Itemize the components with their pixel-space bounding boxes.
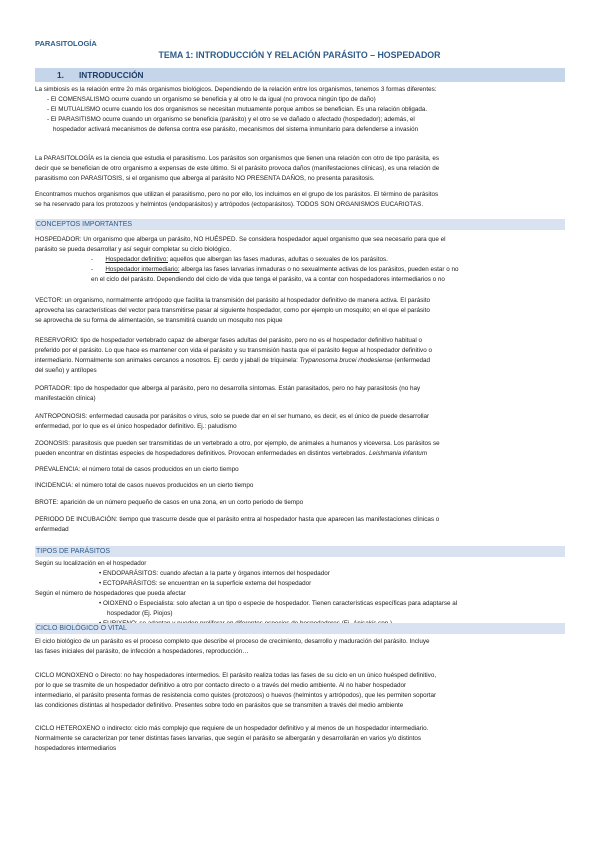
section-number: 1.	[57, 70, 64, 80]
list-item: • ENDOPARÁSITOS: cuando afectan a la parte y órganos internos del hospedador	[99, 570, 330, 577]
text-line: del sueño) y antílopes	[35, 367, 97, 374]
definition-text: aquellos que albergan las fases maduras, adultas o sexuales de los parásitos.	[168, 256, 388, 263]
heteroxeno-paragraph	[35, 724, 565, 754]
reservorio-paragraph	[35, 336, 565, 376]
prevalencia-paragraph: PREVALENCIA: el número total de casos producidos en un cierto tiempo	[35, 466, 239, 473]
text-line	[35, 356, 565, 366]
text-line: HOSPEDADOR: Un organismo que alberga un parásito, NO HUÉSPED. Se considera hospedador aquel organismo que sea necesario para que el	[35, 236, 446, 243]
conceptos-block	[35, 235, 565, 285]
definition-text: alberga las fases larvarias inmaduras o no sexualmente activas de los parásitos, pueden estar o no	[179, 266, 459, 273]
text-line	[35, 449, 565, 459]
text-line: las condiciones distintas al hospedador definitivo. Presentes sobre todo en parásitos que se transmiten a través del medio ambiente	[35, 702, 404, 709]
text-line: Según el número de hospedadores que pueda afectar	[35, 590, 186, 597]
text-span: (enfermedad	[392, 357, 431, 364]
list-item: - Hospedador definitivo: aquellos que albergan las fases maduras, adultas o sexuales de los parásitos.	[91, 256, 388, 263]
section-heading-ciclo: CICLO BIOLÓGICO O VITAL	[35, 623, 565, 634]
species-name: Leishmania infantum	[368, 450, 428, 457]
text-line: se ha reservado para los protozoos y helmintos (endoparásitos) y artrópodos (ectoparásitos). TODOS SON ORGANISMOS EUCARIOTAS.	[35, 201, 424, 208]
text-line: RESERVORIO: tipo de hospedador vertebrado capaz de albergar fases adultas del parásito, pero no es el hospedador definitivo habitual o	[35, 337, 423, 344]
text-line: parasitismo con PARASITOSIS, si el organismo que alberga al parásito NO PRESENTA DAÑOS, no presenta parasitosis.	[35, 175, 375, 182]
text-line: ZOONOSIS: parasitosis que pueden ser transmitidas de un vertebrado a otro, por ejemplo, de animales a humanos y viceversa. Los parásitos se	[35, 440, 440, 447]
tipos-block	[35, 559, 565, 629]
paragraph: La simbiosis es la relación entre 2o más organismos biológicos. Dependiendo de la relación entre los organismos, tenemos 3 formas diferentes:	[35, 86, 437, 93]
text-line: CICLO HETEROXENO o indirecto: ciclo más complejo que requiere de un hospedador definitivo y al menos de un hospedador intermediario.	[35, 725, 429, 732]
intro-block	[35, 85, 565, 135]
definition-label: Hospedador definitivo:	[105, 256, 169, 263]
text-line: intermediario, el parásito presenta formas de resistencia como quistes (protozoos) o huevos (helmintos y artrópodos), que les permiten soportar	[35, 692, 437, 699]
text-line: enfermedad, por lo que es el único hospedador definitivo. Ej.: paludismo	[35, 423, 237, 430]
text-line: en el ciclo del parásito. Dependiendo del ciclo de vida que tenga el parásito, va a contar con hospedadores intermediarios o no	[91, 276, 445, 283]
text-line: Normalmente se caracterizan por tener distintas fases larvarias, que según el parásito se albergarán y desarrollarán en varios y/o distintos	[35, 735, 422, 742]
ciclo-intro-paragraph	[35, 637, 565, 657]
text-line: El ciclo biológico de un parásito es el proceso completo que describe el proceso de crecimiento, desarrollo y maduración del parásito. Incluye	[35, 638, 430, 645]
text-line: ANTROPONOSIS: enfermedad causada por parásitos o virus, solo se puede dar en el ser humano, es decir, es el único de puede desarrollar	[35, 413, 430, 420]
list-item-cont: hospedador (Ej. Piojos)	[107, 610, 173, 617]
subject-header: PARASITOLOGÍA	[35, 39, 97, 48]
page-title: TEMA 1: INTRODUCCIÓN Y RELACIÓN PARÁSITO – HOSPEDADOR	[158, 50, 441, 60]
species-name: Trypanosoma brucei rhodesiense	[299, 357, 393, 364]
zoonosis-paragraph	[35, 439, 565, 459]
section-label: INTRODUCCIÓN	[79, 70, 144, 80]
text-span: pueden encontrar en distintas especies de hospedadores definitivos. Provocan enfermedades en distintos vertebrados.	[35, 450, 369, 457]
organismos-paragraph	[35, 190, 565, 210]
text-line: PORTADOR: tipo de hospedador que alberga al parásito, pero no desarrolla síntomas. Están parasitados, pero no hay parasitosis (no hay	[35, 385, 421, 392]
text-line: preferido por el parásito. Lo que hace es mantener con vida el parásito y su transmisión hasta que el parásito llegue al hospedador definitivo o	[35, 347, 432, 354]
brote-paragraph: BROTE: aparición de un número pequeño de casos en una zona, en un corto periodo de tiempo	[35, 499, 304, 506]
text-line: La PARASITOLOGÍA es la ciencia que estudia el parasitismo. Los parásitos son organismos que tienen una relación con otro de tipo parásita, es	[35, 155, 440, 162]
list-item: - El COMENSALISMO ocurre cuando un organismo se beneficia y al otro le da igual (no provoca ningún tipo de daño)	[47, 96, 376, 103]
text-line: PERIODO DE INCUBACIÓN: tiempo que trascurre desde que el parásito entra al hospedador hasta que aparecen las manifestaciones clínicas o	[35, 516, 440, 523]
text-line: aprovecha las características del vector para transmitirse pasar al siguiente hospedador, como por ejemplo un mosquito; en el que el parásito	[35, 307, 430, 314]
text-line: Encontramos muchos organismos que utilizan el parasitismo, pero no por ello, los incluimos en el grupo de los parásitos. El término de parásitos	[35, 191, 439, 198]
text-line: Según su localización en el hospedador	[35, 560, 147, 567]
text-line: se aprovecha de su forma de alimentación, se transmitirá cuando un mosquito nos pique	[35, 317, 283, 324]
text-line: manifestación clínica)	[35, 395, 96, 402]
text-line: por lo que se trasmite de un hospedador definitivo a otro por contacto directo o a través del medio ambiente. Al no haber hospedador	[35, 682, 407, 689]
incidencia-paragraph: INCIDENCIA: el número total de casos nuevos producidos en un cierto tiempo	[35, 482, 254, 489]
text-line: las fases iniciales del parásito, de infección a hospedadores, reproducción…	[35, 648, 249, 655]
text-line: VECTOR: un organismo, normalmente artrópodo que facilita la transmisión del parásito al hospedador definitivo de manera activa. El parásito	[35, 297, 431, 304]
list-item: - El PARASITISMO ocurre cuando un organismo se beneficia (parásito) y el otro se ve dañado o afectado (hospedador); además, el	[47, 116, 415, 123]
incubacion-paragraph	[35, 515, 565, 535]
section-heading-introduccion	[35, 68, 565, 82]
text-line: CICLO MONOXENO o Directo: no hay hospedadores intermedios. El parásito realiza todas las fases de su ciclo en un único huésped definitivo,	[35, 672, 437, 679]
portador-paragraph	[35, 384, 565, 404]
monoxeno-paragraph	[35, 671, 565, 711]
list-item: • ECTOPARÁSITOS: se encuentran en la superficie externa del hospedador	[99, 580, 312, 587]
text-span: intermediario. Normalmente son animales cercanos a nosotros. Ej: cerdo y jabalí de triquinela:	[35, 357, 300, 364]
text-line: enfermedad	[35, 526, 69, 533]
section-heading-conceptos: CONCEPTOS IMPORTANTES	[35, 219, 565, 230]
list-item: • OIOXENO o Especialista: solo afectan a un tipo o especie de hospedador. Tienen características específicas para adaptarse al	[99, 600, 458, 607]
text-line: parásito se pueda desarrollar y así seguir completar su ciclo biológico.	[35, 246, 232, 253]
antroponosis-paragraph	[35, 412, 565, 432]
definition-label: Hospedador intermediario:	[105, 266, 180, 273]
list-item: - El MUTUALISMO ocurre cuando los dos organismos se necesitan mutuamente porque ambos se benefician. Es una relación obligada.	[47, 106, 428, 113]
parasitologia-paragraph	[35, 154, 565, 184]
section-heading-tipos: TIPOS DE PARÁSITOS	[35, 546, 565, 557]
text-line: hospedadores intermediarios	[35, 745, 117, 752]
vector-paragraph	[35, 296, 565, 326]
list-item: - Hospedador intermediario: alberga las fases larvarias inmaduras o no sexualmente activas de los parásitos, pueden estar o no	[91, 266, 459, 273]
text-line: decir que se benefician de otro organismo a expensas de este último. Si el parásito provoca daños (manifestaciones clínicas), es una relación de	[35, 165, 440, 172]
list-item-cont: hospedador activará mecanismos de defensa contra ese parásito, mecanismos del sistema inmunitario para defenderse a invasión	[53, 126, 419, 133]
